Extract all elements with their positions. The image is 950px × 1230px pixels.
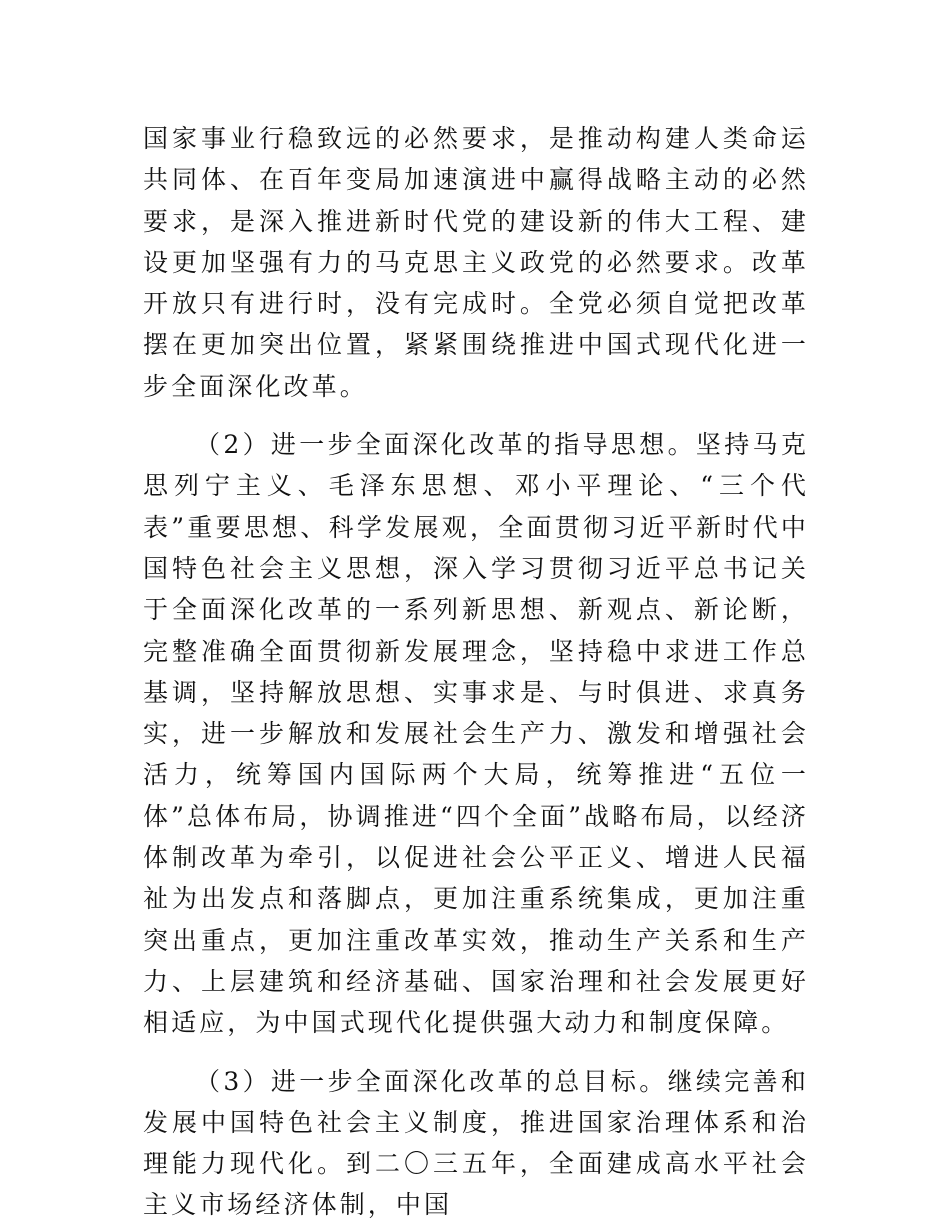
paragraph-guiding-thought: （2）进一步全面深化改革的指导思想。坚持马克思列宁主义、毛泽东思想、邓小平理论、“三个代表”重要思想、科学发展观，全面贯彻习近平新时代中国特色社会主义思想，深入学习贯彻习近平总书记关于全面深化改革的一系列新思想、新观点、新论断，完整准确全面贯彻新发展理念，坚持稳中求进工作总基调，坚持解放思想、实事求是、与时俱进、求真务实，进一步解放和发展社会生产力、激发和增强社会活力，统筹国内国际两个大局，统筹推进“五位一体”总体布局，协调推进“四个全面”战略布局，以经济体制改革为牵引，以促进社会公平正义、增进人民福祉为出发点和落脚点，更加注重系统集成，更加注重突出重点，更加注重改革实效，推动生产关系和生产力、上层建筑和经济基础、国家治理和社会发展更好相适应，为中国式现代化提供强大动力和制度保障。 (143, 430, 809, 1038)
paragraph-overall-goal: （3）进一步全面深化改革的总目标。继续完善和发展中国特色社会主义制度，推进国家治理体系和治理能力现代化。到二〇三五年，全面建成高水平社会主义市场经济体制，中国 (143, 1066, 809, 1220)
document-page (143, 118, 809, 1226)
paragraph-continuation: 国家事业行稳致远的必然要求，是推动构建人类命运共同体、在百年变局加速演进中赢得战略主动的必然要求，是深入推进新时代党的建设新的伟大工程、建设更加坚强有力的马克思主义政党的必然要求。改革开放只有进行时，没有完成时。全党必须自觉把改革摆在更加突出位置，紧紧围绕推进中国式现代化进一步全面深化改革。 (143, 124, 809, 401)
